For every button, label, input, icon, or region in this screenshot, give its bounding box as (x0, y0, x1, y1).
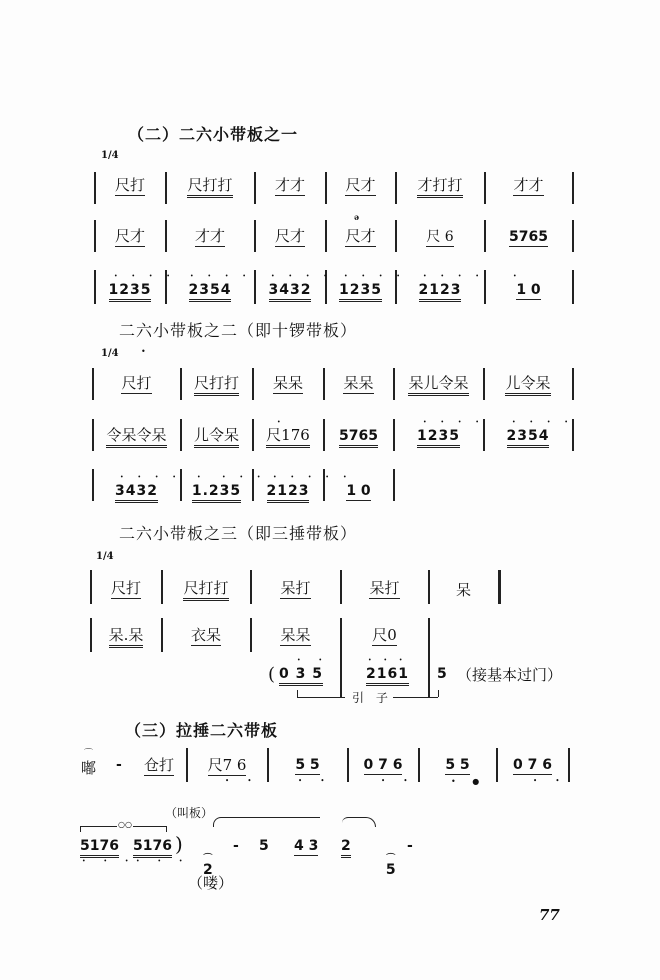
measure: 呆儿令呆 (395, 374, 482, 396)
dash: - (407, 838, 413, 854)
octave-dots: • • • • (344, 273, 406, 280)
measure: 0 7 6 (349, 757, 417, 775)
measure: 5176 (133, 838, 172, 858)
lyric: （喽） (188, 874, 234, 892)
measure: 尺打打 (167, 176, 253, 198)
measure: 尺176 (254, 426, 322, 448)
barline (498, 570, 501, 604)
lower-octave-dots: • • • (82, 858, 137, 865)
repeat-bracket-right (166, 826, 167, 832)
measure: 儿令呆 (485, 374, 571, 396)
measure: 0 7 6 (498, 757, 567, 775)
paren-open: ( (268, 664, 276, 685)
dash: - (116, 757, 122, 773)
octave-dots: • • • (222, 474, 267, 481)
annotation: （叫板） (165, 806, 214, 820)
measure: 尺才 (345, 227, 376, 245)
octave-dots: • (197, 474, 201, 481)
bracket-left-tick (297, 690, 298, 697)
repeat-mark: ○○ (118, 820, 132, 829)
section-title-3: 二六小带板之三（即三捶带板） (119, 524, 358, 543)
dot-mark: • (141, 347, 146, 356)
measure: 3432 (256, 282, 324, 302)
time-signature: 1/4 (101, 348, 119, 359)
octave-dots: • (513, 273, 517, 280)
measure: 才才 (513, 176, 544, 194)
measure: 3432 (94, 483, 179, 503)
measure: 呆.呆 (92, 626, 160, 648)
bracket-right-tick (438, 690, 439, 697)
measure: 尺才 (274, 227, 305, 245)
measure: 尺打 (114, 176, 145, 194)
barline (572, 172, 574, 204)
measure: 5176 (80, 838, 119, 858)
measure: 儿令呆 (182, 426, 251, 448)
bracket-line (297, 697, 345, 698)
lower-octave-dots: • ● (451, 777, 487, 786)
dash: - (233, 838, 239, 854)
intro-measure-1: 0 3 5 (279, 666, 323, 686)
octave-dots: • (277, 419, 281, 426)
section-title-1: （二）二六小带板之一 (128, 125, 299, 144)
lead-beats: 仓打 (144, 756, 175, 774)
ornament-mark: ə (354, 212, 360, 222)
continuation-note: （接基本过门） (457, 666, 563, 684)
barline (572, 270, 574, 304)
slur (342, 817, 376, 827)
time-signature: 1/4 (101, 150, 119, 161)
intro-label: 引 子 (352, 691, 392, 705)
note: 2 (341, 838, 351, 858)
lower-octave-dots: • • (298, 777, 333, 785)
measure: 1.235 (182, 483, 251, 503)
barline (428, 618, 430, 698)
measure: 2123 (254, 483, 322, 503)
intro-measure-2: 2161 (366, 666, 409, 686)
measure: 才才 (194, 227, 225, 245)
intro-measure-3: 5 (437, 666, 447, 682)
measure: 呆呆 (343, 374, 374, 392)
measure: 1 0 (325, 483, 392, 501)
measure: 令呆令呆 (94, 426, 179, 448)
measure: 尺打打 (163, 579, 249, 601)
bracket-line (393, 697, 438, 698)
measure: 2123 (397, 282, 483, 302)
measure: 呆呆 (280, 626, 311, 644)
measure: 5765 (486, 229, 571, 247)
measure: 尺才 (345, 176, 376, 194)
measure: 尺打 (121, 374, 152, 392)
measure: 1235 (96, 282, 164, 302)
measure: 衣呆 (190, 626, 221, 644)
octave-dots: • • • • (423, 419, 485, 426)
measure: 呆打 (280, 579, 311, 597)
octave-dots: • • • • (120, 474, 182, 481)
measure: 才才 (274, 176, 305, 194)
octave-dots: • • • • (273, 474, 335, 481)
measure: 2354 (167, 282, 253, 302)
paren-close: ) (175, 832, 183, 856)
barline (393, 469, 395, 501)
measure: 才打打 (397, 176, 483, 198)
section-title-4: （三）拉捶二六带板 (125, 721, 279, 740)
measure: 5 5 (269, 757, 346, 775)
section-title-2: 二六小带板之二（即十锣带板） (119, 321, 358, 340)
octave-dots: • • • • (190, 273, 252, 280)
lower-octave-dots: • • (533, 777, 568, 785)
measure: 1 0 (486, 282, 571, 300)
measure: 呆打 (369, 579, 400, 597)
measure: 呆呆 (272, 374, 303, 392)
note: 4 3 (294, 838, 318, 856)
octave-dots: • • • • (114, 273, 176, 280)
octave-dots: • • • • (512, 419, 574, 426)
lower-octave-dots: • • (225, 777, 260, 785)
slur (213, 817, 320, 827)
octave-dots: • • • (368, 657, 408, 664)
measure: 尺0 (372, 626, 397, 644)
repeat-bracket-line (80, 826, 117, 827)
octave-dots: • (343, 474, 347, 481)
measure: 尺打打 (182, 374, 251, 396)
measure: 1235 (327, 282, 394, 302)
repeat-bracket-line (133, 826, 166, 827)
time-signature: 1/4 (96, 551, 114, 562)
measure: 呆 (455, 581, 471, 599)
lower-octave-dots: • • (381, 777, 416, 785)
note: ⌒ 2 (203, 862, 213, 878)
octave-dots: • • (297, 657, 330, 664)
note: 5 (259, 838, 269, 854)
barline (572, 368, 574, 400)
measure: 尺7 6 (207, 756, 247, 774)
measure: 尺 6 (397, 227, 483, 247)
page-number: 77 (539, 906, 560, 924)
note: ⌒ 5 (386, 862, 396, 878)
octave-dots: • • • • (423, 273, 485, 280)
measure: 1235 (395, 428, 482, 448)
measure: 尺才 (114, 227, 145, 245)
measure: 5765 (325, 428, 392, 448)
octave-dots: • • • • (271, 273, 333, 280)
measure: 2354 (485, 428, 571, 448)
measure: 5 5 (420, 757, 495, 775)
barline (572, 220, 574, 252)
barline (568, 748, 570, 782)
measure: 尺打 (110, 579, 141, 597)
lead-syllable: ⌒ 嘟 (81, 757, 96, 778)
lower-octave-dots: • • • (136, 858, 191, 865)
